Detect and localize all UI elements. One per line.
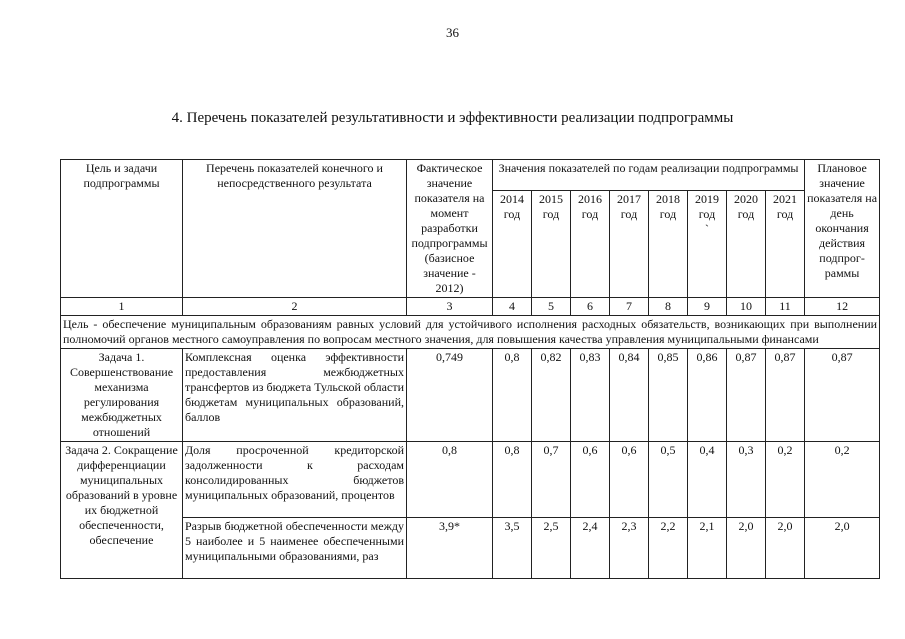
value-cell: 0,4 (688, 442, 727, 518)
column-number: 11 (766, 298, 805, 316)
section-title: 4. Перечень показателей результативности и эффективности реализации подпрограммы (171, 110, 734, 126)
value-cell: 0,2 (766, 442, 805, 518)
header-year-2016: 2016 год (571, 191, 610, 298)
value-cell: 2,0 (727, 518, 766, 579)
value-cell: 0,8 (493, 442, 532, 518)
column-number: 1 (61, 298, 183, 316)
value-cell: 0,5 (649, 442, 688, 518)
header-year-2015: 2015 год (532, 191, 571, 298)
header-year-2021: 2021 год (766, 191, 805, 298)
value-cell: 2,1 (688, 518, 727, 579)
value-cell: 0,86 (688, 349, 727, 442)
value-cell: 2,5 (532, 518, 571, 579)
column-number: 2 (183, 298, 407, 316)
value-cell: 0,87 (766, 349, 805, 442)
goal-row (61, 316, 880, 349)
header-year-2017: 2017 год (610, 191, 649, 298)
column-number: 6 (571, 298, 610, 316)
indicator-cell: Комплексная оценка эффективности предоставления межбюджетных трансфертов из бюджета Тульской области бюджетам муниципальных образований, баллов (183, 349, 407, 442)
header-by-years: Значения показателей по годам реализации подпрограммы (493, 160, 805, 191)
value-cell: 0,7 (532, 442, 571, 518)
header-indicators: Перечень показателей конечного и непосредственного результата (183, 160, 407, 298)
header-goals: Цель и задачи подпрограммы (61, 160, 183, 298)
header-row-1 (61, 160, 880, 191)
column-number: 4 (493, 298, 532, 316)
planned-cell: 0,87 (805, 349, 880, 442)
value-cell: 0,84 (610, 349, 649, 442)
header-year-2014: 2014 год (493, 191, 532, 298)
indicator-cell: Доля просроченной кредиторской задолженности к расходам консолидированных бюджетов муниципальных образований, процентов (183, 442, 407, 518)
value-cell: 2,2 (649, 518, 688, 579)
value-cell: 2,4 (571, 518, 610, 579)
stray-mark: ` (705, 222, 709, 236)
table-row (61, 442, 880, 518)
page-number: 36 (446, 25, 459, 40)
table-row (61, 349, 880, 442)
baseline-cell: 3,9* (407, 518, 493, 579)
column-number: 9 (688, 298, 727, 316)
task-cell: Задача 2. Сокращение дифференциации муниципальных образований в уровне их бюджетной обеспеченности, обеспечение (61, 442, 183, 579)
value-cell: 2,0 (766, 518, 805, 579)
value-cell: 3,5 (493, 518, 532, 579)
planned-cell: 0,2 (805, 442, 880, 518)
value-cell: 0,82 (532, 349, 571, 442)
value-cell: 0,85 (649, 349, 688, 442)
column-number: 7 (610, 298, 649, 316)
header-year-2020: 2020 год (727, 191, 766, 298)
indicators-table (60, 159, 880, 579)
column-number: 12 (805, 298, 880, 316)
column-number: 3 (407, 298, 493, 316)
indicator-cell: Разрыв бюджетной обеспеченности между 5 наиболее и 5 наименее обеспеченными муниципальными образованиями, раз (183, 518, 407, 579)
value-cell: 0,87 (727, 349, 766, 442)
goal-text: Цель - обеспечение муниципальным образованиям равных условий для устойчивого исполнения расходных обязательств, возникающих при выполнении полномочий органов местного самоуправления по вопросам местного значения, для повышения качества управления муниципальными финансами (61, 316, 880, 349)
value-cell: 0,6 (610, 442, 649, 518)
planned-cell: 2,0 (805, 518, 880, 579)
header-year-2019: 2019 год ` (688, 191, 727, 298)
value-cell: 0,83 (571, 349, 610, 442)
header-year-2018: 2018 год (649, 191, 688, 298)
value-cell: 0,6 (571, 442, 610, 518)
column-number: 8 (649, 298, 688, 316)
header-planned: Плановое значение показателя на день окончания действия подпрог-раммы (805, 160, 880, 298)
baseline-cell: 0,749 (407, 349, 493, 442)
column-number: 10 (727, 298, 766, 316)
column-number: 5 (532, 298, 571, 316)
header-baseline: Фактическое значение показателя на момент разработки подпрограммы (базисное значение - 2012) (407, 160, 493, 298)
value-cell: 0,8 (493, 349, 532, 442)
value-cell: 2,3 (610, 518, 649, 579)
value-cell: 0,3 (727, 442, 766, 518)
table-row (61, 518, 880, 579)
column-numbers-row (61, 298, 880, 316)
baseline-cell: 0,8 (407, 442, 493, 518)
task-cell: Задача 1. Совершенствование механизма регулирования межбюджетных отношений (61, 349, 183, 442)
